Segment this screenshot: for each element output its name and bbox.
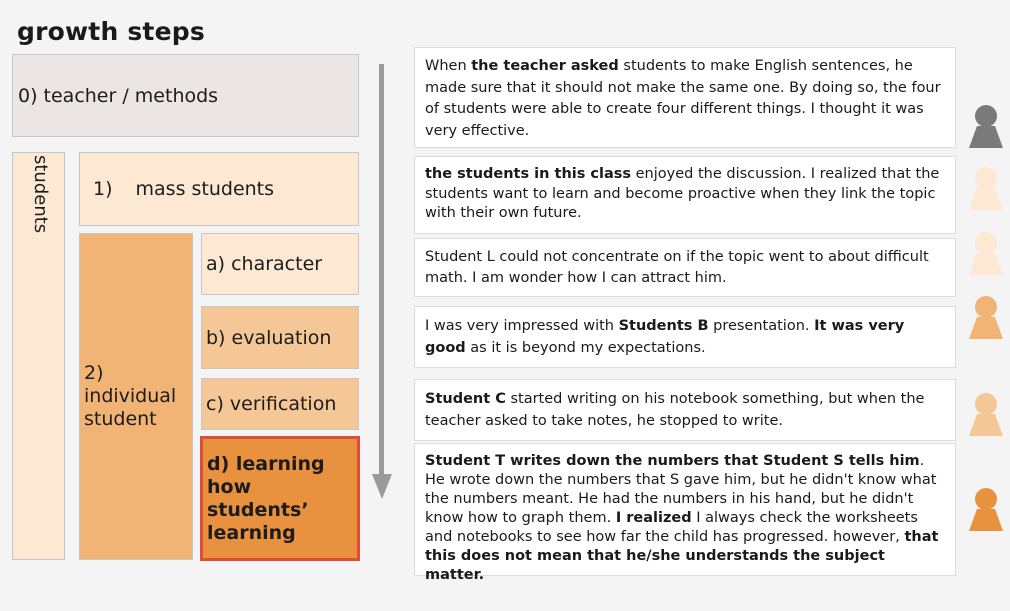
comment-bold-text: that this does not mean that he/she understands the subject matter. bbox=[425, 529, 939, 583]
person-light-peach-icon bbox=[968, 165, 1004, 213]
teacher-methods-box bbox=[12, 54, 359, 137]
mass-students-label: mass students bbox=[135, 178, 275, 200]
page-title: growth steps bbox=[17, 17, 205, 46]
comment-text bbox=[425, 452, 945, 585]
comment-text bbox=[425, 388, 945, 432]
person-gray-icon bbox=[968, 103, 1004, 151]
person-orange-icon bbox=[968, 391, 1004, 439]
verification-label: c) verification bbox=[206, 393, 337, 415]
comment-card bbox=[414, 238, 956, 297]
comment-plain-text: When bbox=[425, 58, 472, 74]
comment-plain-text: Student L could not concentrate on if the topic went to about difficult math. I am wonder how I can attract him. bbox=[425, 249, 929, 286]
person-deep-orange-icon bbox=[968, 486, 1004, 534]
comment-card bbox=[414, 306, 956, 368]
person-orange-icon bbox=[968, 294, 1004, 342]
comment-card bbox=[414, 379, 956, 441]
teacher-methods-label: 0) teacher / methods bbox=[18, 84, 219, 107]
comment-plain-text: students to make English sentences, he made sure that it should not make the same one. By doing so, the four of students were able to create four different things. I thought it was very effective. bbox=[425, 58, 941, 139]
progress-arrow-shaft bbox=[379, 64, 384, 477]
comment-bold-text: I realized bbox=[615, 510, 692, 526]
comment-plain-text: presentation. bbox=[708, 318, 815, 334]
comment-card bbox=[414, 47, 956, 148]
learning-label-line1: d) learning bbox=[207, 452, 325, 475]
character-label: a) character bbox=[206, 253, 323, 275]
comment-plain-text: I was very impressed with bbox=[425, 318, 619, 334]
comment-card bbox=[414, 156, 956, 234]
comment-text bbox=[425, 247, 945, 289]
individual-student-label-line2: student bbox=[84, 408, 157, 430]
person-light-peach-icon bbox=[968, 230, 1004, 278]
comment-plain-text: as it is beyond my expectations. bbox=[465, 340, 706, 356]
comment-plain-text: started writing on his notebook something, but when the teacher asked to take notes, he stopped to write. bbox=[425, 391, 925, 429]
learning-label-line2: how students’ bbox=[207, 475, 309, 521]
comment-bold-text: the teacher asked bbox=[471, 58, 619, 74]
learning-box bbox=[200, 436, 360, 561]
comment-plain-text: I always check the worksheets and notebooks to see how far the child has progressed. however, bbox=[425, 510, 918, 545]
comment-plain-text: enjoyed the discussion. I realized that the students want to learn and become proactive when they link the topic with their own future. bbox=[425, 166, 940, 221]
comment-bold-text: It was very good bbox=[425, 318, 905, 356]
mass-students-number: 1) bbox=[93, 178, 113, 200]
students-label: students bbox=[30, 155, 51, 234]
individual-student-number: 2) bbox=[84, 362, 104, 384]
individual-student-label-line1: individual bbox=[84, 385, 177, 407]
comment-text bbox=[425, 315, 945, 359]
progress-arrow-head bbox=[372, 474, 392, 499]
character-box bbox=[201, 233, 359, 295]
verification-box bbox=[201, 378, 359, 430]
comment-text bbox=[425, 165, 945, 224]
mass-students-box bbox=[79, 152, 359, 226]
comment-bold-text: the students in this class bbox=[425, 166, 632, 182]
learning-label-line3: learning bbox=[207, 521, 296, 544]
evaluation-label: b) evaluation bbox=[206, 326, 332, 349]
individual-student-box bbox=[79, 233, 193, 560]
comment-text bbox=[425, 56, 945, 142]
comment-bold-text: Student T writes down the numbers that Student S tells him bbox=[425, 453, 920, 469]
comment-bold-text: Students B bbox=[618, 318, 709, 334]
comment-plain-text: . He wrote down the numbers that S gave him, but he didn't know what the numbers meant. He had the numbers in his hand, but he didn't know how to graph them. bbox=[425, 453, 937, 526]
evaluation-box bbox=[201, 306, 359, 369]
comment-bold-text: Student C bbox=[425, 391, 506, 407]
students-bar bbox=[12, 152, 65, 560]
comment-card bbox=[414, 443, 956, 583]
